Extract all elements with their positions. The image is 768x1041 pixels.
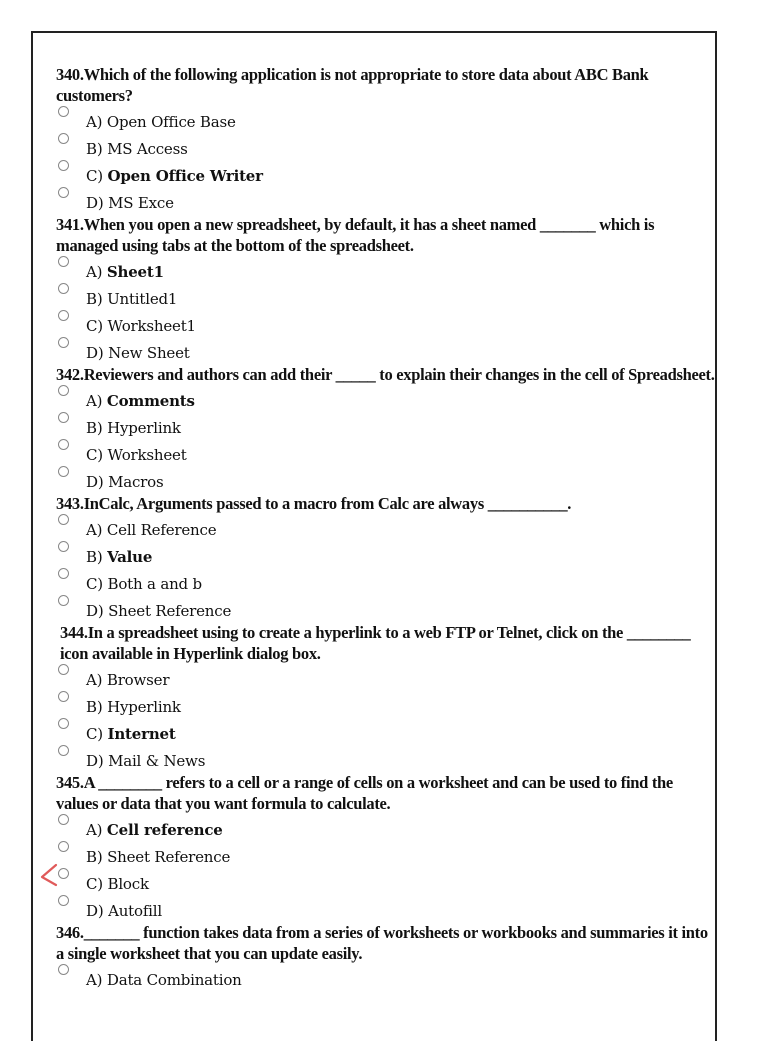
radio-button-icon[interactable] [58,691,69,702]
option-letter: A) [86,821,103,839]
option-text: Sheet Reference [108,602,232,620]
option-letter: B) [86,290,103,308]
radio-button-icon[interactable] [58,310,69,321]
radio-button-icon[interactable] [58,439,69,450]
option-label [86,517,216,544]
question-number: 340. [56,65,84,84]
option-label [86,109,236,136]
option-label [86,136,188,163]
question-number: 343. [56,494,84,513]
option-label [86,259,164,286]
option-letter: D) [86,902,104,920]
question-text [56,622,716,664]
option-text: Worksheet1 [107,317,196,335]
radio-button-icon[interactable] [58,814,69,825]
option-text: Autofill [108,902,162,920]
radio-button-icon[interactable] [58,466,69,477]
option-letter: B) [86,419,103,437]
option-letter: A) [86,671,103,689]
question-number: 341. [56,215,84,234]
option-text: New Sheet [108,344,190,362]
option-label [86,871,149,898]
question-block [56,364,716,493]
option-row[interactable] [56,745,716,772]
option-row[interactable] [56,439,716,466]
radio-button-icon[interactable] [58,160,69,171]
option-label [86,544,152,571]
option-text: Browser [106,671,170,689]
question-block [56,922,716,991]
question-text [56,493,716,514]
option-row[interactable] [56,595,716,622]
radio-button-icon[interactable] [58,133,69,144]
option-row[interactable] [56,256,716,283]
radio-button-icon[interactable] [58,895,69,906]
option-text: Comments [106,392,195,410]
radio-button-icon[interactable] [58,568,69,579]
option-row[interactable] [56,718,716,745]
question-number: 345. [56,773,84,792]
question-list [56,64,716,991]
option-label [86,898,162,925]
option-text: MS Access [107,140,188,158]
option-letter: C) [86,725,103,743]
question-text [56,214,716,256]
option-letter: C) [86,875,103,893]
option-text: Data Combination [106,971,242,989]
option-label [86,163,263,190]
option-text: Hyperlink [107,698,181,716]
option-label [86,340,190,367]
option-label [86,415,181,442]
question-block [56,64,716,214]
question-block [56,772,716,922]
option-row[interactable] [56,664,716,691]
option-text: Mail & News [108,752,206,770]
option-text: Sheet1 [106,263,164,281]
option-label [86,598,231,625]
option-label [86,844,230,871]
option-row[interactable] [56,568,716,595]
option-letter: A) [86,521,103,539]
option-row[interactable] [56,283,716,310]
option-letter: A) [86,263,103,281]
question-number: 344. [60,623,88,642]
option-letter: D) [86,194,104,212]
option-label [86,388,195,415]
option-letter: D) [86,344,104,362]
option-text: Value [107,548,153,566]
option-row[interactable] [56,466,716,493]
option-text: Cell Reference [106,521,217,539]
option-row[interactable] [56,541,716,568]
option-letter: D) [86,602,104,620]
question-block [56,493,716,622]
option-letter: B) [86,548,103,566]
question-body: When you open a new spreadsheet, by default, it has a sheet named _______ which is managed using tabs at the bottom of the spreadsheet. [56,215,655,255]
radio-button-icon[interactable] [58,664,69,675]
option-label [86,469,163,496]
option-row[interactable] [56,514,716,541]
option-letter: C) [86,167,103,185]
option-text: Open Office Base [106,113,236,131]
radio-button-icon[interactable] [58,541,69,552]
option-label [86,286,177,313]
option-row[interactable] [56,133,716,160]
option-row[interactable] [56,385,716,412]
option-row[interactable] [56,106,716,133]
question-body: A ________ refers to a cell or a range of cells on a worksheet and can be used to find the values or data that you want formula to calculate. [56,773,673,813]
option-letter: A) [86,113,103,131]
option-row[interactable] [56,964,716,991]
radio-button-icon[interactable] [58,337,69,348]
option-text: Sheet Reference [107,848,231,866]
option-text: Open Office Writer [107,167,263,185]
option-row[interactable] [56,841,716,868]
radio-button-icon[interactable] [58,283,69,294]
option-text: Worksheet [107,446,187,464]
option-row[interactable] [56,895,716,922]
option-label [86,442,187,469]
option-letter: C) [86,446,103,464]
option-letter: C) [86,575,103,593]
question-text [56,922,716,964]
option-row[interactable] [56,160,716,187]
option-label [86,694,181,721]
option-text: Untitled1 [107,290,178,308]
question-block [56,622,716,772]
option-label [86,190,174,217]
radio-button-icon[interactable] [58,745,69,756]
option-text: Internet [107,725,176,743]
option-letter: C) [86,317,103,335]
radio-button-icon[interactable] [58,256,69,267]
question-number: 342. [56,365,84,384]
option-letter: D) [86,473,104,491]
option-label [86,967,242,994]
question-number: 346. [56,923,84,942]
option-letter: D) [86,752,104,770]
option-text: MS Exce [108,194,174,212]
radio-button-icon[interactable] [58,964,69,975]
option-row[interactable] [56,814,716,841]
radio-button-icon[interactable] [58,187,69,198]
option-label [86,313,196,340]
radio-button-icon[interactable] [58,514,69,525]
option-text: Block [107,875,149,893]
question-text [56,364,716,385]
option-letter: A) [86,971,103,989]
option-letter: A) [86,392,103,410]
radio-button-icon[interactable] [58,385,69,396]
option-row[interactable] [56,868,716,895]
option-text: Macros [108,473,164,491]
option-letter: B) [86,848,103,866]
option-row[interactable] [56,187,716,214]
option-label [86,748,205,775]
option-letter: B) [86,698,103,716]
question-text [56,772,716,814]
option-text: Both a and b [107,575,202,593]
option-row[interactable] [56,337,716,364]
question-text [56,64,716,106]
option-text: Hyperlink [107,419,181,437]
radio-button-icon[interactable] [58,106,69,117]
question-body: InCalc, Arguments passed to a macro from Calc are always __________. [83,494,572,513]
question-body: Which of the following application is not appropriate to store data about ABC Bank customers? [56,65,649,105]
radio-button-icon[interactable] [58,412,69,423]
radio-button-icon[interactable] [58,595,69,606]
question-block [56,214,716,364]
option-letter: B) [86,140,103,158]
radio-button-icon[interactable] [58,718,69,729]
question-body: _______ function takes data from a series of worksheets or workbooks and summaries it into a single worksheet that you can update easily. [56,923,708,963]
option-label [86,817,223,844]
radio-button-icon[interactable] [58,841,69,852]
option-label [86,667,169,694]
option-row[interactable] [56,310,716,337]
option-row[interactable] [56,412,716,439]
red-pen-mark-icon [38,862,60,888]
question-body: Reviewers and authors can add their _____ to explain their changes in the cell of Spreadsheet. [83,365,715,384]
option-label [86,571,202,598]
option-label [86,721,176,748]
question-body: In a spreadsheet using to create a hyperlink to a web FTP or Telnet, click on the ________ icon available in Hyperlink dialog box. [60,623,691,663]
option-text: Cell reference [106,821,223,839]
option-row[interactable] [56,691,716,718]
